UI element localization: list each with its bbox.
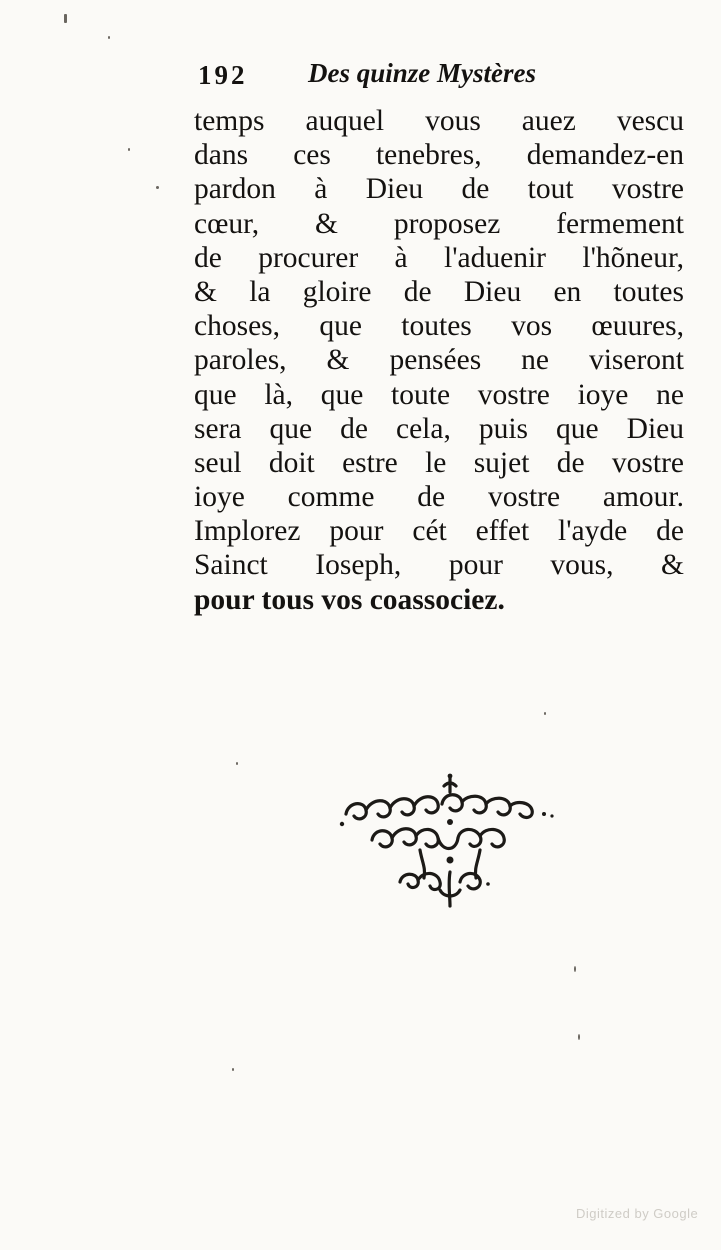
print-speck bbox=[64, 14, 67, 23]
print-speck bbox=[236, 762, 238, 765]
text-line: dans ces tenebres, demandez-en bbox=[194, 139, 684, 172]
text-line: que là, que toute vostre ioye ne bbox=[194, 378, 684, 411]
text-line: Implorez pour cét effet l'ayde de bbox=[194, 515, 684, 548]
print-speck bbox=[544, 712, 546, 715]
text-line: sera que de cela, puis que Dieu bbox=[194, 412, 684, 445]
text-line: Sainct Ioseph, pour vous, & bbox=[194, 549, 684, 582]
running-head bbox=[198, 58, 598, 98]
print-speck bbox=[574, 966, 576, 972]
fleuron-tailpiece-icon bbox=[338, 772, 568, 912]
text-line: & la gloire de Dieu en toutes bbox=[194, 275, 684, 308]
print-speck bbox=[156, 186, 159, 189]
body-text bbox=[194, 104, 684, 617]
text-line: paroles, & pensées ne viseront bbox=[194, 344, 684, 377]
print-speck bbox=[232, 1068, 234, 1071]
text-line: seul doit estre le sujet de vostre bbox=[194, 446, 684, 479]
text-line: ioye comme de vostre amour. bbox=[194, 481, 684, 514]
text-line: temps auquel vous auez vescu bbox=[194, 105, 684, 137]
text-line: de procurer à l'aduenir l'hõneur, bbox=[194, 241, 684, 274]
print-speck bbox=[128, 148, 130, 151]
print-speck bbox=[108, 36, 110, 39]
text-line: cœur, & proposez fermement bbox=[194, 207, 684, 240]
text-line: choses, que toutes vos œuures, bbox=[194, 310, 684, 343]
text-line: pardon à Dieu de tout vostre bbox=[194, 173, 684, 206]
running-title: Des quinze Mystères bbox=[308, 58, 536, 88]
page-number: 192 bbox=[198, 60, 248, 90]
digitization-watermark: Digitized by Google bbox=[576, 1206, 699, 1221]
text-line: pour tous vos coassociez. bbox=[194, 583, 505, 616]
print-speck bbox=[578, 1034, 580, 1040]
